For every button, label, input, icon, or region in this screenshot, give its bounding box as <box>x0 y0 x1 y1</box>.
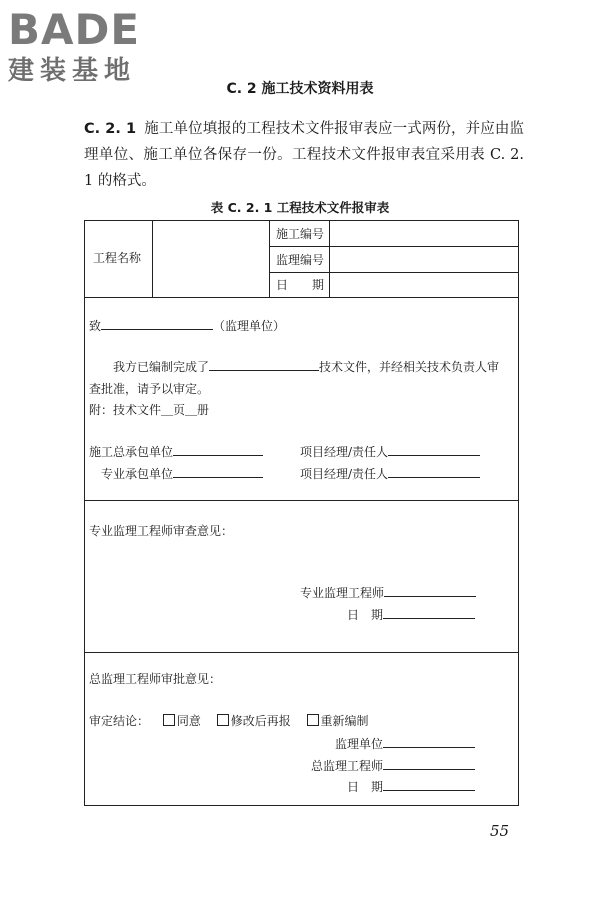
general-contractor-blank[interactable] <box>173 443 263 456</box>
header-row-line-2 <box>269 272 518 273</box>
conclusion-row <box>89 713 369 729</box>
table-caption: 表 C. 2. 1 工程技术文件报审表 <box>210 200 390 215</box>
statement-line-2: 查批准，请予以审定。 <box>89 382 210 396</box>
specialty-engineer-row <box>300 584 476 601</box>
attachment-line: 附：技术文件＿页＿册 <box>89 403 210 417</box>
chief-engineer-row <box>311 757 475 774</box>
clause-text: 施工单位填报的工程技术文件报审表应一式两份，并应由监理单位、施工单位各保存一份。工程技术文件报审表宜采用表 C. 2. 1 的格式。 <box>84 121 524 189</box>
supervision-unit-label: 监理单位 <box>335 737 384 751</box>
section-title: C. 2 施工技术资料用表 <box>226 81 374 97</box>
chief-approval-opinion-label: 总监理工程师审批意见： <box>89 672 222 686</box>
document-name-blank[interactable] <box>209 358 319 371</box>
section2-date-label: 日 期 <box>347 608 384 622</box>
statement-suffix: 技术文件，并经相关技术负责人审 <box>319 360 500 374</box>
pm-row-1 <box>300 443 480 460</box>
statement-line-1 <box>113 358 499 375</box>
specialty-review-opinion-label: 专业监理工程师审查意见： <box>89 524 234 538</box>
logo-text-en: BADE <box>8 5 141 54</box>
revise-checkbox[interactable] <box>217 714 229 726</box>
addressee-line <box>89 317 285 334</box>
section3-date-row <box>347 778 475 795</box>
agree-option-label: 同意 <box>176 714 201 728</box>
construction-no-label: 施工编号 <box>276 227 325 241</box>
addressee-suffix: （监理单位） <box>213 319 286 333</box>
specialty-contractor-row <box>101 465 263 482</box>
recompile-option-label: 重新编制 <box>320 714 369 728</box>
general-contractor-label: 施工总承包单位 <box>89 445 174 459</box>
section2-date-blank[interactable] <box>383 606 475 619</box>
clause-number: C. 2. 1 <box>84 121 137 137</box>
project-manager-label-2: 项目经理/责任人 <box>300 467 389 481</box>
section2-bottom-line <box>85 652 518 653</box>
specialty-engineer-blank[interactable] <box>384 584 476 597</box>
page-number: 55 <box>490 822 510 840</box>
project-name-label: 工程名称 <box>93 251 142 265</box>
supervision-unit-blank[interactable] <box>383 735 475 748</box>
supervision-no-label: 监理编号 <box>276 253 325 267</box>
pm-row-2 <box>300 465 480 482</box>
clause-paragraph <box>84 116 524 194</box>
statement-prefix: 我方已编制完成了 <box>113 360 210 374</box>
section2-date-row <box>347 606 475 623</box>
section1-bottom-line <box>85 500 518 501</box>
supervision-unit-row <box>335 735 475 752</box>
review-form-table <box>84 220 519 806</box>
specialty-contractor-label: 专业承包单位 <box>101 467 174 481</box>
specialty-contractor-blank[interactable] <box>173 465 263 478</box>
project-manager-label-1: 项目经理/责任人 <box>300 445 389 459</box>
addressee-prefix: 致 <box>89 319 102 333</box>
header-divider-3 <box>329 221 330 297</box>
specialty-engineer-label: 专业监理工程师 <box>300 586 385 600</box>
recompile-checkbox[interactable] <box>307 714 319 726</box>
chief-engineer-label: 总监理工程师 <box>311 759 384 773</box>
header-row-line-1 <box>269 246 518 247</box>
section3-date-blank[interactable] <box>383 778 475 791</box>
project-manager-blank-2[interactable] <box>388 465 480 478</box>
chief-engineer-blank[interactable] <box>383 757 475 770</box>
header-date-label: 日 期 <box>276 278 325 292</box>
header-bottom-line <box>85 297 518 298</box>
section3-date-label: 日 期 <box>347 780 384 794</box>
general-contractor-row <box>89 443 263 460</box>
header-divider-2 <box>269 221 270 297</box>
header-divider-1 <box>152 221 153 297</box>
project-manager-blank-1[interactable] <box>388 443 480 456</box>
conclusion-label: 审定结论： <box>89 714 150 728</box>
logo-text-cn: 建装基地 <box>8 56 137 86</box>
revise-option-label: 修改后再报 <box>230 714 291 728</box>
addressee-blank[interactable] <box>101 317 213 330</box>
agree-checkbox[interactable] <box>163 714 175 726</box>
